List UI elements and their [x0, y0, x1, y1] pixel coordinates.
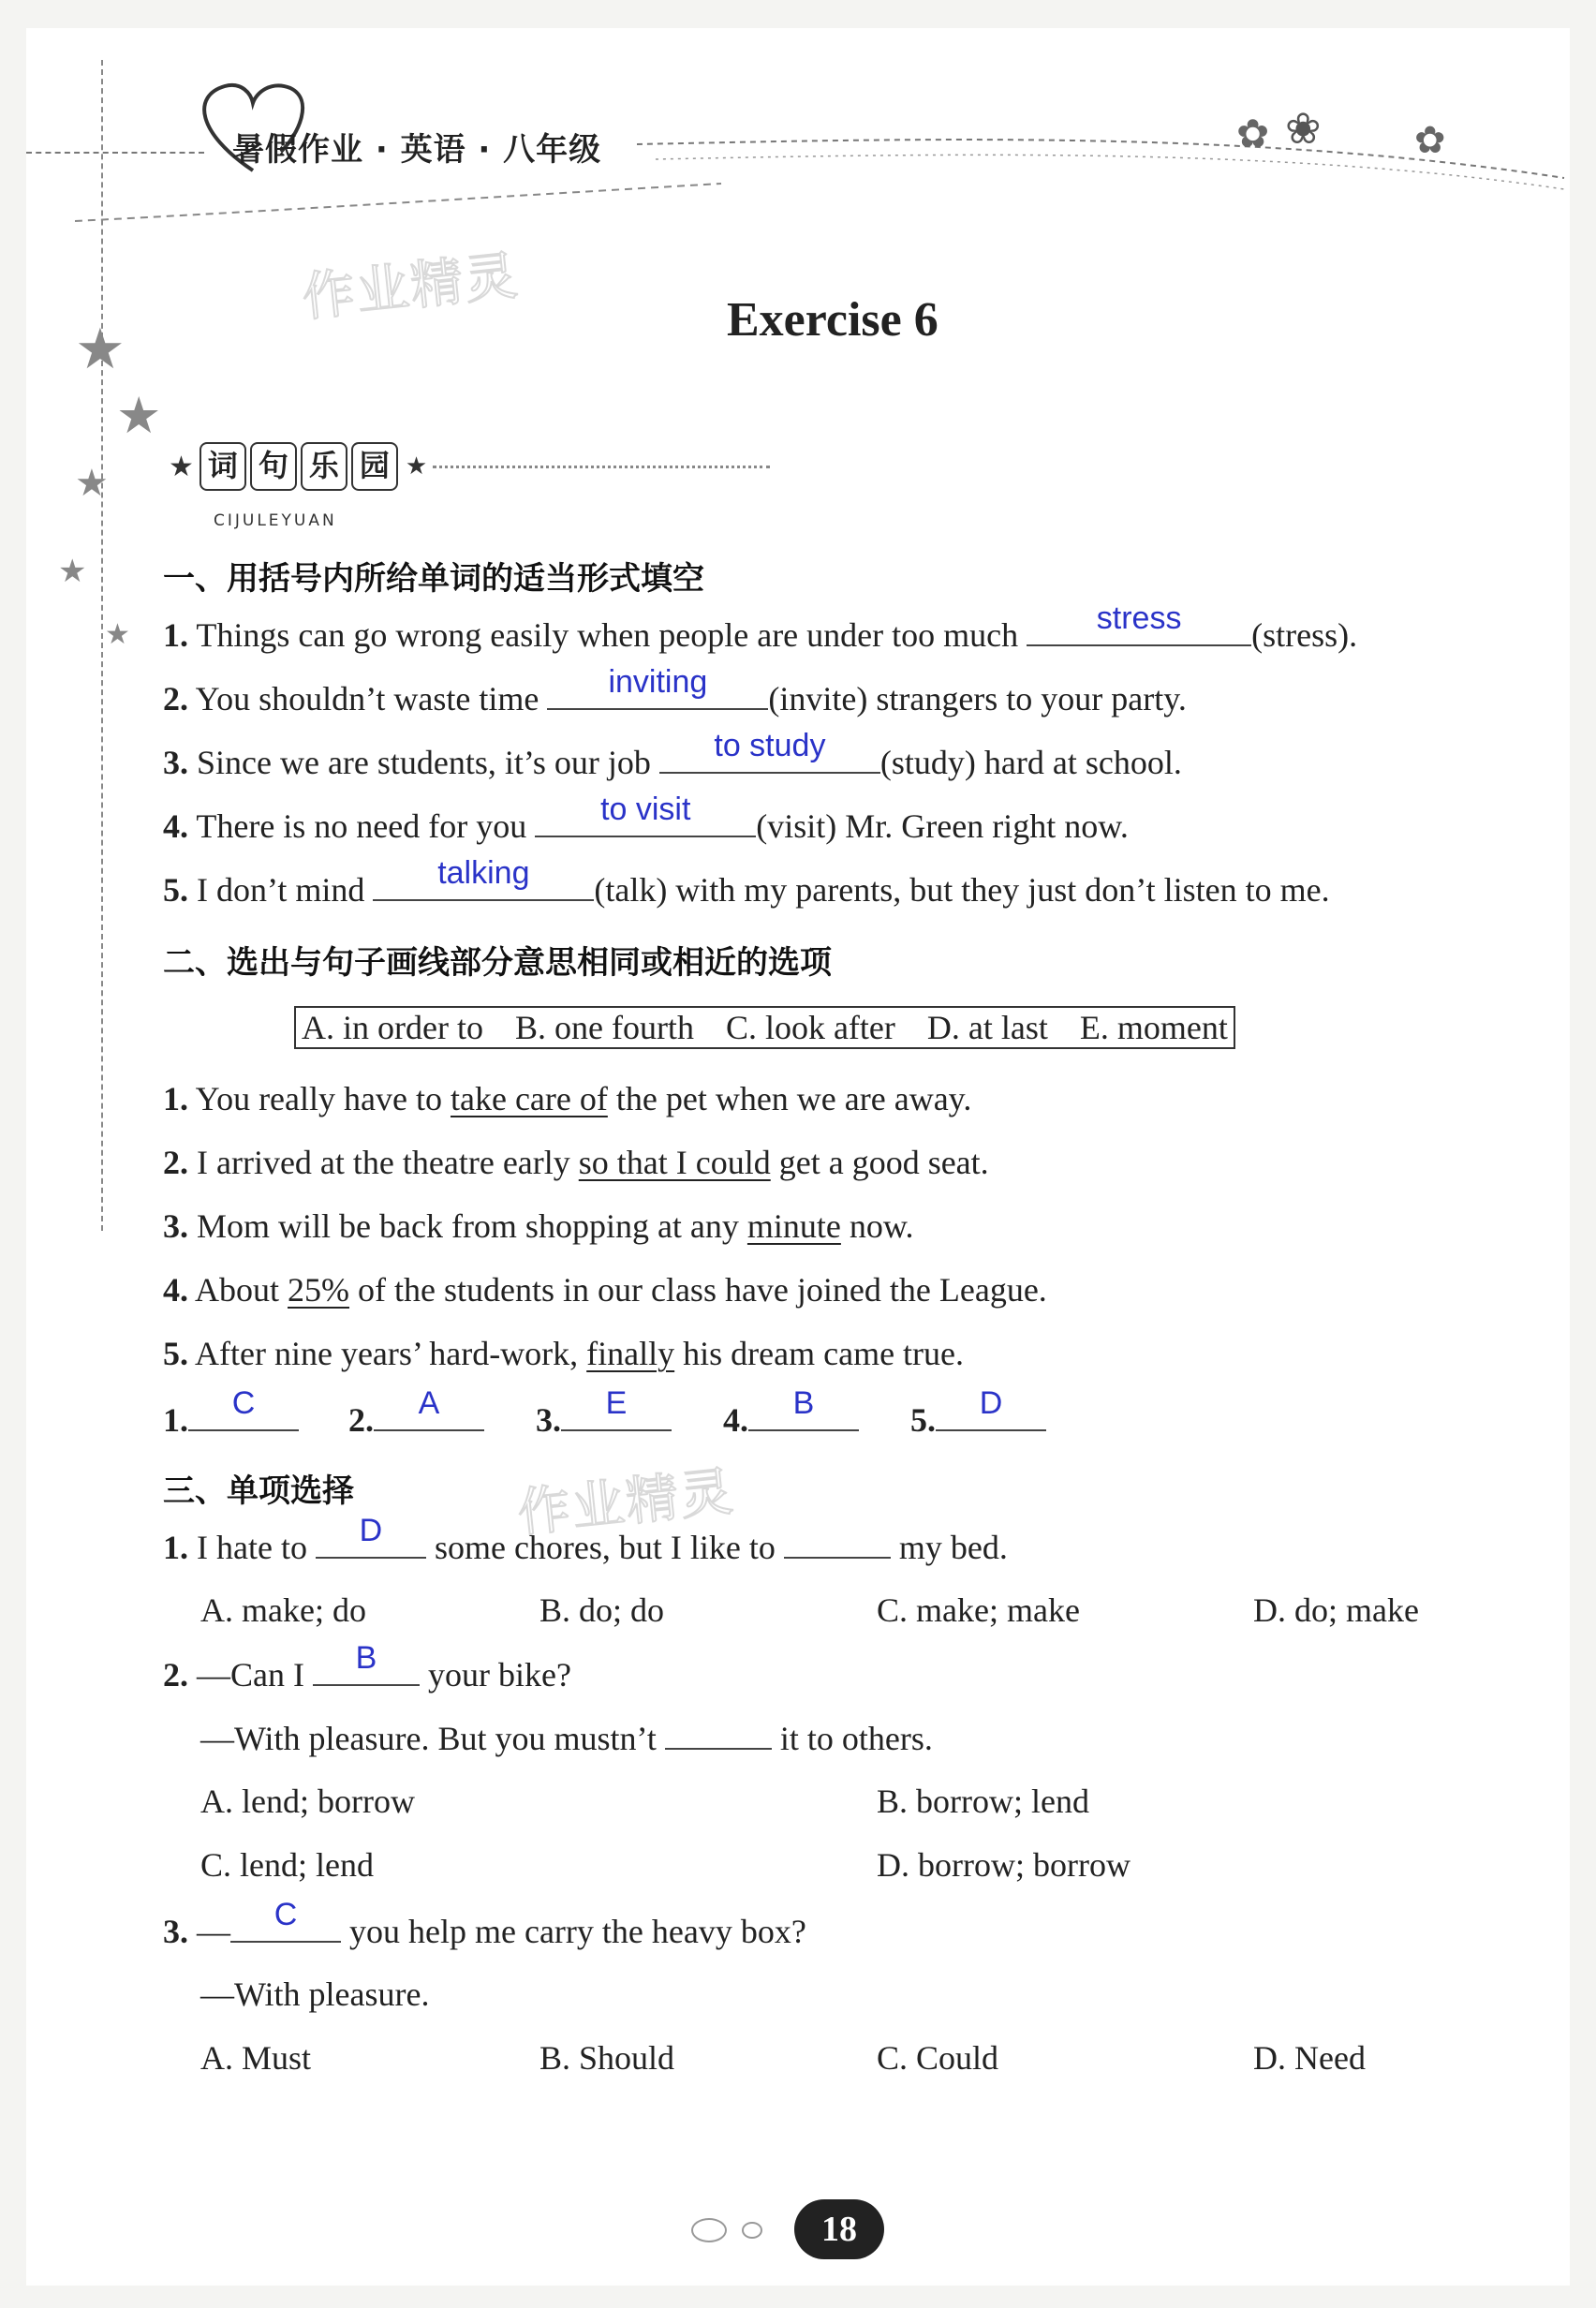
item-text: I don’t mind	[197, 871, 365, 909]
part3-question-line	[200, 1718, 933, 1758]
banner-char: 乐	[301, 442, 347, 491]
item-number: 1.	[163, 1080, 188, 1117]
item-number: 1.	[163, 616, 188, 654]
choice: B. borrow; lend	[877, 1783, 1089, 1820]
star-icon: ★	[58, 555, 87, 589]
underlined-phrase: so that I could	[578, 1144, 771, 1181]
item-number: 2.	[163, 680, 188, 718]
part2-heading: 二、选出与句子画线部分意思相同或相近的选项	[163, 944, 832, 982]
star-icon: ★	[75, 318, 126, 380]
underlined-phrase: minute	[746, 1207, 841, 1245]
star-icon: ★	[105, 619, 130, 650]
item-number: 2.	[163, 1144, 188, 1181]
exercise-title: Exercise 6	[727, 293, 938, 347]
item-number: 2.	[348, 1401, 374, 1439]
star-icon: ★	[405, 452, 428, 480]
part2-answer	[348, 1385, 484, 1440]
answer-blank	[936, 1385, 1046, 1431]
item-text: (talk) with my parents, but they just don’t listen to me.	[594, 871, 1330, 909]
part1-item	[163, 728, 1182, 782]
item-number: 3.	[163, 1913, 188, 1950]
item-number: 3.	[163, 744, 188, 781]
answer-blank	[230, 1897, 341, 1943]
part2-answer	[910, 1385, 1046, 1440]
banner-pinyin: CIJULEYUAN	[214, 511, 337, 530]
part3-question	[163, 1897, 806, 1951]
part1-item	[163, 600, 1358, 655]
part2-answer	[723, 1385, 859, 1440]
handwritten-answer: A	[418, 1385, 440, 1421]
handwritten-answer: inviting	[608, 664, 708, 700]
item-text: now.	[849, 1207, 914, 1245]
item-number: 3.	[163, 1207, 188, 1245]
underlined-phrase: finally	[586, 1335, 675, 1372]
answer-blank	[547, 664, 768, 710]
answer-blank	[748, 1385, 859, 1431]
banner-char: 园	[351, 442, 398, 491]
item-text: —	[197, 1913, 230, 1950]
item-text: (study) hard at school.	[879, 744, 1182, 781]
handwritten-answer: D	[359, 1513, 383, 1548]
part2-sentence	[163, 1143, 989, 1182]
header-lower-dashed-curve	[75, 178, 731, 234]
item-text: Mom will be back from shopping at any	[197, 1207, 739, 1245]
item-text: my bed.	[898, 1529, 1008, 1566]
item-text: your bike?	[427, 1656, 571, 1694]
banner-char: 词	[200, 442, 246, 491]
item-number: 5.	[163, 1335, 188, 1372]
choice: C. lend; lend	[200, 1846, 374, 1884]
item-text: some chores, but I like to	[434, 1529, 776, 1566]
part3-heading: 三、单项选择	[163, 1472, 354, 1510]
choice: A. lend; borrow	[200, 1783, 415, 1820]
item-text: the pet when we are away.	[615, 1080, 972, 1117]
part2-answer	[536, 1385, 672, 1440]
star-icon: ★	[75, 462, 109, 504]
item-text: —With pleasure. But you mustn’t	[200, 1720, 657, 1757]
handwritten-answer: C	[273, 1897, 298, 1932]
answer-blank	[1027, 600, 1251, 646]
answer-blank	[313, 1640, 420, 1686]
option: D. at last	[926, 1009, 1048, 1046]
item-number: 2.	[163, 1656, 188, 1694]
item-number: 3.	[536, 1401, 561, 1439]
handwritten-answer: B	[355, 1640, 377, 1676]
option: B. one fourth	[514, 1009, 694, 1046]
flower-icon: ✿	[1236, 113, 1270, 156]
handwritten-answer: stress	[1096, 600, 1182, 636]
part2-sentence	[163, 1206, 914, 1246]
part2-sentence	[163, 1334, 964, 1373]
part2-sentence	[163, 1079, 971, 1118]
item-text: I hate to	[197, 1529, 307, 1566]
item-number: 5.	[163, 871, 188, 909]
item-number: 1.	[163, 1401, 188, 1439]
page-number: 18	[794, 2199, 884, 2259]
handwritten-answer: E	[605, 1385, 628, 1421]
choice: D. do; make	[1253, 1591, 1419, 1629]
choice: B. Should	[539, 2039, 675, 2077]
banner-char: 句	[250, 442, 297, 491]
part2-sentence	[163, 1270, 1047, 1309]
handwritten-answer: talking	[437, 855, 530, 891]
flower-icon: ❀	[1285, 105, 1322, 153]
item-text: I arrived at the theatre early	[197, 1144, 570, 1181]
item-text: of the students in our class have joined the League.	[358, 1271, 1047, 1309]
item-text: About	[195, 1271, 280, 1309]
answer-blank	[374, 1385, 484, 1431]
answer-blank	[373, 855, 594, 901]
underlined-phrase: 25%	[288, 1271, 350, 1309]
choice: D. Need	[1253, 2039, 1366, 2077]
part1-item	[163, 664, 1187, 718]
item-text: —Can I	[197, 1656, 304, 1694]
left-margin-dashed-line	[101, 60, 103, 1231]
handwritten-answer: B	[792, 1385, 815, 1421]
choice: A. Must	[200, 2039, 312, 2077]
item-number: 5.	[910, 1401, 936, 1439]
item-number: 4.	[723, 1401, 748, 1439]
item-text: Things can go wrong easily when people are under too much	[196, 616, 1019, 654]
item-text: (visit) Mr. Green right now.	[756, 807, 1129, 845]
choice: B. do; do	[539, 1591, 665, 1629]
item-text: (invite) strangers to your party.	[768, 680, 1187, 718]
item-text: You really have to	[195, 1080, 442, 1117]
item-number: 4.	[163, 807, 188, 845]
option: A. in order to	[302, 1009, 483, 1046]
choice: D. borrow; borrow	[877, 1846, 1130, 1884]
star-icon: ★	[169, 451, 194, 482]
options-box	[294, 1006, 1235, 1049]
part3-question	[163, 1513, 1008, 1567]
underlined-phrase: take care of	[450, 1080, 608, 1117]
item-text: it to others.	[779, 1720, 933, 1757]
flower-icon: ✿	[1414, 119, 1446, 161]
item-text: you help me carry the heavy box?	[349, 1913, 806, 1950]
item-text: (stress).	[1251, 616, 1358, 654]
watermark-text: 作业精灵	[514, 1461, 738, 1545]
handwritten-answer: to visit	[600, 792, 691, 827]
part1-item	[163, 792, 1129, 846]
watermark-text: 作业精灵	[299, 245, 523, 329]
item-text: Since we are students, it’s our job	[197, 744, 651, 781]
header-title: 暑假作业 · 英语 · 八年级	[232, 131, 602, 169]
part3-question	[163, 1640, 571, 1694]
header-dashed-line-left	[26, 152, 204, 154]
part1-heading: 一、用括号内所给单词的适当形式填空	[163, 560, 704, 598]
circle-decoration-icon	[742, 2222, 762, 2239]
item-text: After nine years’ hard-work,	[195, 1335, 579, 1372]
item-number: 4.	[163, 1271, 188, 1309]
handwritten-answer: C	[231, 1385, 256, 1421]
item-text: You shouldn’t waste time	[195, 680, 539, 718]
part2-answer	[163, 1385, 299, 1440]
answer-blank	[535, 792, 756, 837]
item-text: his dream came true.	[683, 1335, 965, 1372]
part3-question-line: —With pleasure.	[200, 1975, 430, 2013]
option: C. look after	[725, 1009, 895, 1046]
handwritten-answer: to study	[714, 728, 826, 763]
part1-item	[163, 855, 1330, 910]
choice: C. Could	[877, 2039, 999, 2077]
option: E. moment	[1079, 1009, 1228, 1046]
answer-blank	[665, 1718, 772, 1750]
answer-blank	[316, 1513, 426, 1559]
section-banner	[169, 442, 770, 491]
banner-dotted-line	[433, 466, 770, 468]
answer-blank	[659, 728, 880, 774]
answer-blank	[188, 1385, 299, 1431]
item-number: 1.	[163, 1529, 188, 1566]
answer-blank	[561, 1385, 672, 1431]
choice: A. make; do	[200, 1591, 366, 1629]
item-text: There is no need for you	[196, 807, 527, 845]
item-text: get a good seat.	[778, 1144, 989, 1181]
circle-decoration-icon	[691, 2218, 727, 2242]
star-icon: ★	[116, 388, 162, 444]
choice: C. make; make	[877, 1591, 1080, 1629]
answer-blank	[784, 1527, 891, 1559]
handwritten-answer: D	[979, 1385, 1003, 1421]
